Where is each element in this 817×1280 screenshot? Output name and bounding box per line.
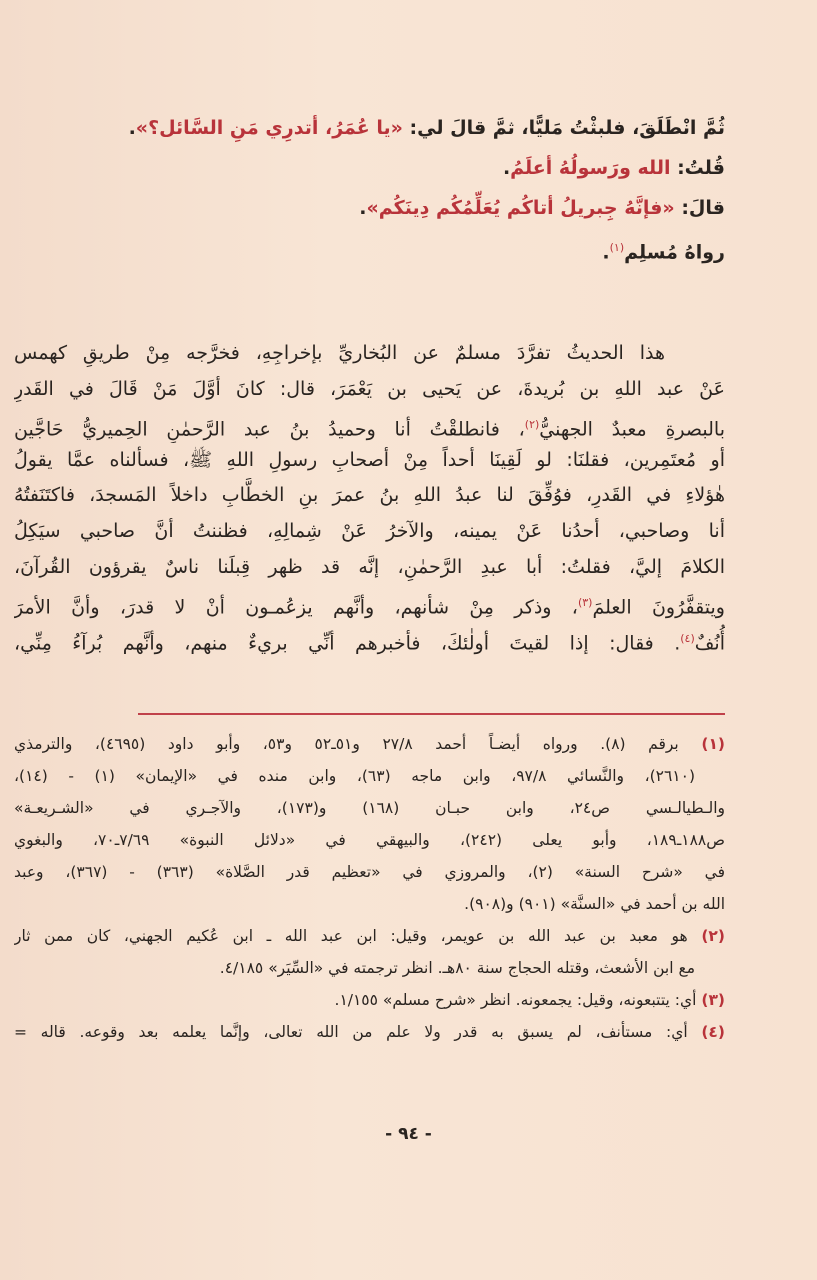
footnote-text: مع ابن الأشعث، وقتله الحجاج سنة ٨٠هـ. انظر ترجمته في «السِّيَر» ٤/١٨٥. [219, 959, 695, 977]
body-line [14, 407, 725, 443]
narration-line [85, 228, 725, 268]
punctuation: . [359, 197, 367, 219]
commentary-paragraph [14, 336, 725, 656]
footnote-text: ص١٨٨ـ١٨٩، وأبو يعلى (٢٤٢)، والبيهقي في «دلائل النبوة» ٧/٦٩ـ٧٠، والبغوي [14, 831, 725, 849]
dialog-line [85, 188, 725, 228]
footnote-1 [14, 728, 725, 760]
dialog-text: قُلتُ: [670, 157, 725, 179]
hadith-dialog [85, 108, 725, 268]
punctuation: . [128, 117, 136, 139]
footnote-text: (٢٦١٠)، والنَّسائي ٩٧/٨، وابن ماجه (٦٣)، وابن منده في «الإيمان» (١) - (١٤)، [14, 767, 695, 785]
footnote-2-cont [14, 952, 725, 984]
body-text: أنا وصاحبي، أحدُنا عَنْ يمينه، والآخرُ عَنْ شِمالِهِ، فظننتُ أنَّ صاحبي سيَكِلُ [14, 519, 725, 542]
body-text: هذا الحديثُ تفرَّدَ مسلمٌ عن البُخاريِّ بإخراجِهِ، فخرَّجه مِنْ طريقِ كهمس [14, 342, 665, 364]
dialog-text: قالَ: [674, 197, 725, 219]
footnote-text: برقم (٨). ورواه أيضـاً أحمد ٢٧/٨ و٥١ـ٥٢ و٥٣، وأبو داود (٤٦٩٥)، والترمذي [14, 735, 679, 753]
body-line [14, 478, 725, 514]
reply-quote: الله ورَسولُهُ أعلَمُ [510, 157, 671, 179]
footnote-number: (٣) [701, 991, 725, 1009]
dialog-line [85, 108, 725, 148]
footnote-3 [14, 984, 725, 1016]
body-line [14, 336, 725, 372]
narration-text: رواهُ مُسلِم [624, 241, 725, 264]
dialog-line [85, 148, 725, 188]
page-number: - ٩٤ - [385, 1124, 432, 1144]
footnote-text: والـطيالـسي ص٢٤، وابن حبـان (١٦٨) و(١٧٣)، والآجـري في «الشـريعـة» [14, 799, 725, 817]
footnote-number: (٢) [701, 927, 725, 945]
body-text: هٰؤلاءِ في القَدرِ، فوُفِّقَ لنا عبدُ اللهِ بنُ عمرَ بنِ الخطَّابِ داخلاً المَسجدَ، فاكتَنَفتُهُ [14, 484, 725, 507]
body-text: ، فانطلقْتُ أنا وحميدُ بنُ عبد الرَّحمٰنِ الحِميريُّ حَاجَّين [14, 418, 525, 441]
footnote-number: (١) [701, 735, 725, 753]
footnote-ref[interactable]: (٣) [577, 596, 593, 610]
punctuation: . [502, 157, 511, 179]
body-text: الكلامَ إليَّ، فقلتُ: أبا عبدِ الرَّحمٰنِ، إنَّه قد ظهر قِبلَنا ناسٌ يقرؤون القُرآنَ، [14, 555, 725, 578]
footnote-ref[interactable]: (٤) [680, 631, 695, 645]
footnote-text: الله بن أحمد في «السنَّة» (٩٠١) و(٩٠٨). [464, 895, 725, 913]
footnote-1-cont [14, 856, 725, 888]
body-line [14, 514, 725, 550]
body-line [14, 621, 725, 657]
body-text: . فقال: إذا لقيتَ أولٰئكَ، فأخبرهم أنِّي بريءٌ منهم، وأنَّهم بُرآءُ مِنِّي، [14, 632, 681, 655]
body-text: عَنْ عبد اللهِ بن بُريدةَ، عن يَحيى بن يَعْمَرَ، قال: كانَ أوَّلَ مَنْ قَالَ في القَدرِ [14, 377, 725, 400]
footnote-text: هو معبد بن عبد الله بن عويمر، وقيل: ابن عبد الله ـ ابن عُكيم الجهني، كان ممن ثار [14, 927, 688, 945]
body-line [14, 550, 725, 586]
footnote-4 [14, 1016, 725, 1048]
footnotes [14, 728, 725, 1048]
footnote-text: أي: يتتبعونه، وقيل: يجمعونه. انظر «شرح مسلم» ١/١٥٥. [334, 991, 697, 1009]
footnote-2 [14, 920, 725, 952]
prophet-quote: «فإنَّهُ جِبريلُ أتاكُم يُعَلِّمُكُم دِينَكُم» [366, 197, 675, 219]
footnote-1-cont [14, 888, 725, 920]
punctuation: . [602, 241, 610, 264]
body-text: بالبصرةِ معبدٌ الجهنيُّ [539, 418, 725, 441]
body-text: أو مُعتَمِرين، فقلنَا: لو لَقِينَا أحداً مِنْ أصحابِ رسولِ اللهِ ﷺ، فسألناه عمَّا يقولُ [14, 448, 725, 471]
footnote-text: في «شرح السنة» (٢)، والمروزي في «تعظيم قدر الصَّلاة» (٣٦٣) - (٣٦٧)، وعبد [14, 863, 725, 881]
footnote-ref[interactable]: (١) [609, 241, 625, 254]
footnote-1-cont [14, 792, 725, 824]
footnote-1-cont [14, 824, 725, 856]
body-text: ، وذكر مِنْ شأنهم، وأنَّهم يزعُمـون أنْ لا قدرَ، وأنَّ الأمرَ [14, 596, 578, 619]
body-line [14, 585, 725, 621]
footnote-divider [138, 713, 725, 715]
footnote-1-cont [14, 760, 725, 792]
footnote-text: أي: مستأنف، لم يسبق به قدر ولا علم من الله تعالى، وإنَّما يعلمه بعد وقوعه. قاله = [14, 1023, 688, 1041]
dialog-text: ثُمَّ انْطَلَقَ، فلبثْتُ مَليًّا، ثمَّ قالَ لي: [402, 117, 725, 139]
body-line [14, 372, 725, 408]
prophet-quote: «يا عُمَرُ، أتدرِي مَنِ السَّائل؟» [135, 117, 403, 139]
body-text: ويتقفَّرُونَ العلمَ [592, 596, 725, 619]
footnote-number: (٤) [701, 1023, 725, 1041]
footnote-ref[interactable]: (٢) [524, 418, 540, 432]
body-text: أُنُفٌ [694, 632, 725, 655]
body-line [14, 443, 725, 479]
